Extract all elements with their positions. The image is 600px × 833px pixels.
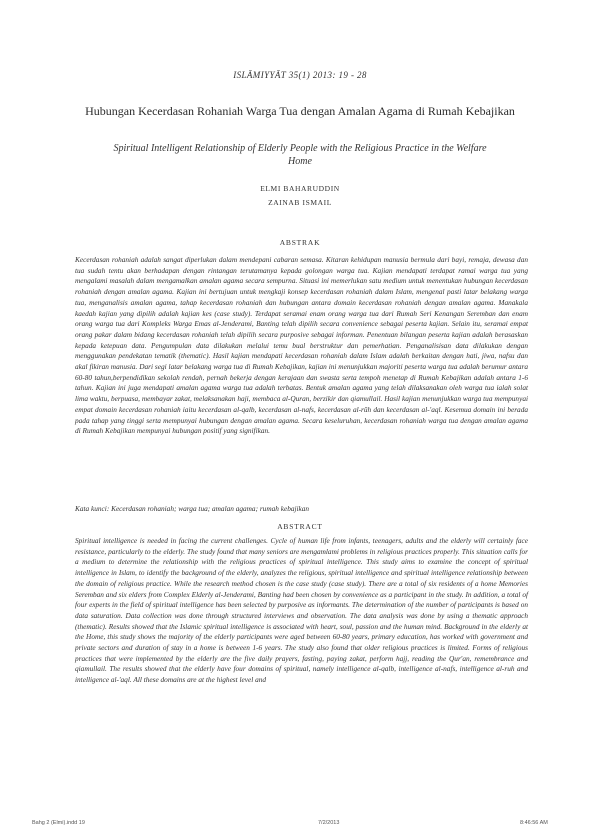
article-title-english: Spiritual Intelligent Relationship of Elderly People with the Religious Practice in the Welfare Home xyxy=(113,143,487,167)
footer-time: 8:46:56 AM xyxy=(520,820,548,826)
print-footer xyxy=(0,820,600,830)
article-title-malay: Hubungan Kecerdasan Rohaniah Warga Tua dengan Amalan Agama di Rumah Kebajikan xyxy=(85,104,515,118)
author-name: ZAINAB ISMAIL xyxy=(268,198,332,207)
keywords: Kata kunci: Kecerdasan rohaniah; warga tua; amalan agama; rumah kebajikan xyxy=(75,504,310,513)
abstract-heading: ABSTRACT xyxy=(277,522,323,531)
abstract-text: Spiritual intelligence is needed in facing the current challenges. Cycle of human life from infants, teenagers, adults and the elderly will certainly face resistance, particularly to the elderly. The study found that many seniors are mengamlami problems in religious practices properly. This situation calls for a medium to determine the relationship with the religious practices of spiritual intelligence. This study aims to examine the concept of spiritual intelligence in Islam, to identify the background of the elderly, analyzes the religious, spiritual intelligence and spiritual intelligence relationship between the domain of religious practice. While the research method chosen is the case study (case study). There are a total of six residents of a home Memories Seremban and six elders from Complex Elderly al-Jenderami, Banting had been chosen by convenience as a participant in the study. In addition, a total of four experts in the field of spiritual intelligence has been selected by purposive as informants. The determination of the number of participants is based on data saturation. Data collection was done through structured interviews and observation. The data analysis was done by using a thematic approach (thematic). Results showed that the Islamic spiritual intelligence is associated with heart, soul, passion and the human mind. Background in the elderly at the Home, this study shows the majority of the elderly participants were aged between 60-80 years, primary education, has worked with government and private sectors and duration of stay in a home is between 1-6 years. The study also found that older religious practices is limited. Forms of religious practices that were implemented by the elderly are the five daily prayers, fasting, paying zakat, perform hajj, reading the Qur'an, remembrance and qiamullail. The results showed that the elderly have four domains of spiritual, namely intelligence al-qalb, intelligence al-nafs, intelligence al-ruh and intelligence al-'aql. All these domains are at the highest level and xyxy=(75,536,528,685)
footer-date: 7/2/2013 xyxy=(318,820,340,826)
abstrak-text: Kecerdasan rohaniah adalah sangat diperlukan dalam mendepani cabaran semasa. Kitaran kehidupan manusia bermula dari bayi, remaja, dewasa dan tua sudah tentu akan berhadapan dengan rintangan terutamanya kepada golongan warga tua. Kajian mendapati terdapat ramai warga tua yang mengalami masalah dalam mengamalkan amalan agama secara sempurna. Situasi ini memerlukan satu medium untuk menentukan hubungan kecerdasan rohaniah dengan amalan agama. Kajian ini bertujuan untuk mengkaji konsep kecerdasan rohaniah dalam Islam, mengenal pasti latar belakang warga tua, menganalisis amalan agama, tahap kecerdasan rohaniah dan hubungan antara domain kecerdasan rohaniah dengan amalan agama. Manakala kaedah kajian yang dipilih adalah kajian kes (case study). Terdapat seramai enam orang warga tua dari Rumah Seri Kenangan Seremban dan enam orang warga tua dari Kompleks Warga Emas al-Jenderami, Banting telah dipilih secara convenience sebagai peserta kajian. Selain itu, seramai empat orang pakar dalam bidang kecerdasan rohaniah telah dipilih secara purposive sebagai informan. Penentuan bilangan peserta kajian adalah berasaskan kepada ketepuan data. Pengumpulan data dilakukan melalui temu bual berstruktur dan pemerhatian. Penganalisisan data dilakukan dengan menggunakan pendekatan tematik (thematic). Hasil kajian mendapati kecerdasan rohaniah dalam Islam adalah berkaitan dengan hati, jiwa, nafsu dan akal fikiran manusia. Dari segi latar belakang warga tua di Rumah Kebajikan, kajian ini menunjukkan majoriti peserta warga tua adalah berumur antara 60-80 tahun,berpendidikan sekolah rendah, pernah bekerja dengan kerajaan dan swasta serta tempoh menetap di Rumah Kebajikan adalah antara 1-6 tahun. Kajian ini juga mendapati amalan agama warga tua adalah terbatas. Bentuk amalan agama yang telah dilaksanakan oleh warga tua ialah solat lima waktu, berpuasa, membayar zakat, melaksanakan haji, membaca al-Quran, berzikir dan qiamullail. Hasil kajian menunjukkan warga tua mempunyai empat domain kecerdasan rohaniah iaitu kecerdasan al-qalb, kecerdasan al-nafs, kecerdasan al-rūh dan kecerdasan al-'aql. Kesemua domain ini berada pada tahap yang tinggi serta mempunyai hubungan dengan amalan agama. Secara keseluruhan, kecerdasan rohaniah warga tua dengan amalan agama di Rumah Kebajikan mempunyai hubungan positif yang signifikan. xyxy=(75,255,528,436)
abstrak-heading: ABSTRAK xyxy=(279,238,321,247)
author-name: ELMI BAHARUDDIN xyxy=(260,184,340,193)
journal-running-header: ISLĀMIYYĀT 35(1) 2013: 19 - 28 xyxy=(233,70,367,80)
footer-filename: Bahg 2 (Elmi).indd 19 xyxy=(32,820,85,826)
